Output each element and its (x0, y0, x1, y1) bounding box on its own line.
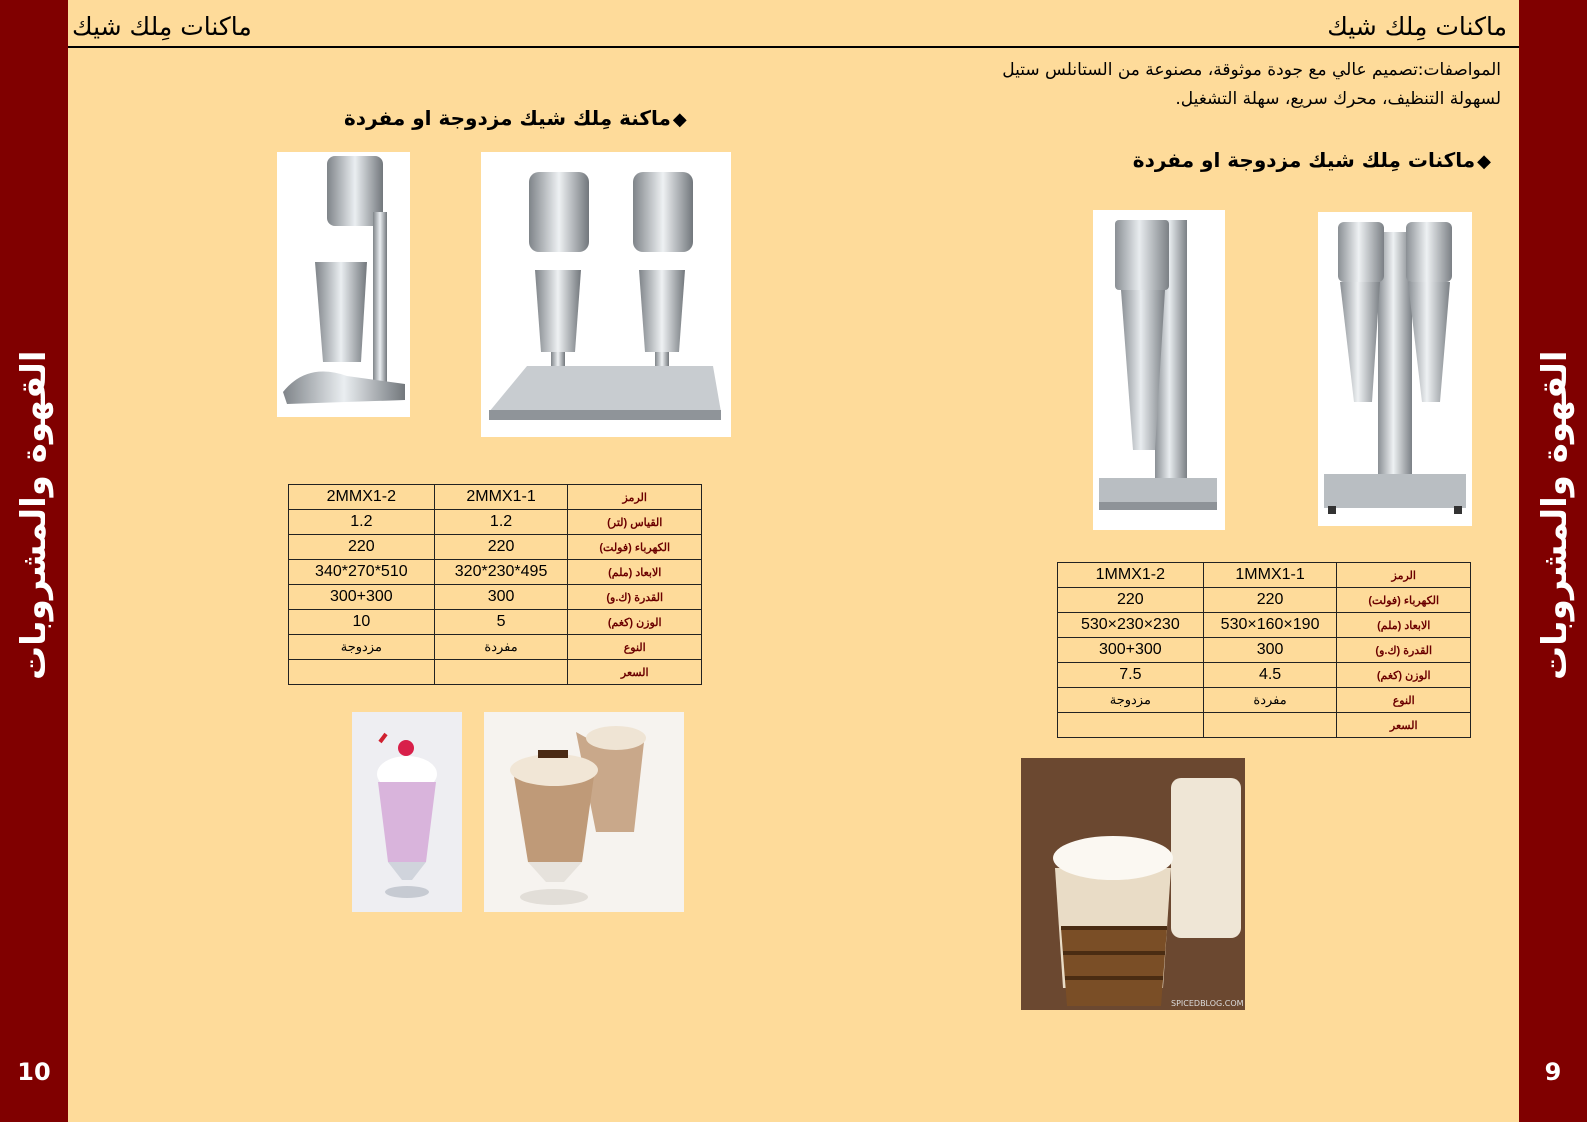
table-row (289, 635, 702, 660)
single-classic-mixer-photo (277, 152, 410, 417)
table-cell: 4.5 (1203, 663, 1337, 688)
table-cell: 220 (1058, 588, 1204, 613)
specifications-line-2: لسهولة التنظيف، محرك سريع، سهلة التشغيل. (1175, 89, 1501, 109)
table-cell-label: الوزن (كغم) (568, 610, 702, 635)
left-section-heading (344, 106, 687, 130)
table-cell-label: النوع (568, 635, 702, 660)
strawberry-milkshake-photo (352, 712, 462, 912)
table-cell (1058, 713, 1204, 738)
table-cell: 10 (289, 610, 435, 635)
table-cell: 190×160×530 (1203, 613, 1337, 638)
table-cell: 220 (434, 535, 568, 560)
chocolate-ice-cream-milkshake-photo (484, 712, 684, 912)
right-spec-table (1057, 562, 1471, 738)
table-cell-label: النوع (1337, 688, 1471, 713)
right-page-number: 9 (1544, 1058, 1562, 1086)
table-cell (289, 660, 435, 685)
table-row (289, 610, 702, 635)
table-cell: 2MMX1-1 (434, 485, 568, 510)
table-cell-label: الكهرباء (فولت) (568, 535, 702, 560)
table-cell-label: القياس (لتر) (568, 510, 702, 535)
left-page-number: 10 (17, 1058, 51, 1086)
right-side-title: القهوة والمشروبات (1535, 350, 1575, 680)
table-row (1058, 688, 1471, 713)
table-cell: مفردة (434, 635, 568, 660)
diamond-bullet-icon: ◆ (1477, 151, 1491, 172)
table-row (289, 560, 702, 585)
table-cell-label: الابعاد (ملم) (568, 560, 702, 585)
left-side-bar (0, 0, 68, 1122)
photo-watermark: SPICEDBLOG.COM (1171, 999, 1244, 1008)
table-cell: مزدوجة (1058, 688, 1204, 713)
right-heading-text: ماكنات مِلك شيك مزدوجة او مفردة (1132, 148, 1476, 172)
diamond-bullet-icon: ◆ (672, 109, 687, 130)
table-cell-label: الرمز (1337, 563, 1471, 588)
table-cell-label: الكهرباء (فولت) (1337, 588, 1471, 613)
specifications-text (861, 56, 1501, 114)
table-row (1058, 713, 1471, 738)
table-cell: 2MMX1-2 (289, 485, 435, 510)
table-cell (434, 660, 568, 685)
table-cell: مفردة (1203, 688, 1337, 713)
table-row (1058, 663, 1471, 688)
table-row (1058, 638, 1471, 663)
table-cell (1203, 713, 1337, 738)
double-classic-mixer-photo (481, 152, 731, 437)
table-row (289, 485, 702, 510)
specifications-line-1: المواصفات:تصميم عالي مع جودة موثوقة، مصنوعة من الستانلس ستيل (1002, 60, 1501, 80)
table-row (289, 535, 702, 560)
table-row (289, 510, 702, 535)
table-cell: 220 (1203, 588, 1337, 613)
table-cell: 300 (434, 585, 568, 610)
page-header (68, 4, 1519, 48)
table-cell: 230×230×530 (1058, 613, 1204, 638)
table-cell: 510*270*340 (289, 560, 435, 585)
table-cell: 220 (289, 535, 435, 560)
left-header-title: ماكنات مِلك شيك (72, 12, 252, 41)
left-side-title: القهوة والمشروبات (14, 350, 54, 680)
right-side-bar (1519, 0, 1587, 1122)
left-heading-text: ماكنة مِلك شيك مزدوجة او مفردة (344, 106, 671, 130)
table-cell: 5 (434, 610, 568, 635)
table-cell-label: الوزن (كغم) (1337, 663, 1471, 688)
table-cell-label: السعر (1337, 713, 1471, 738)
table-cell: 1MMX1-2 (1058, 563, 1204, 588)
table-row (289, 585, 702, 610)
double-milkshake-mixer-photo (1318, 212, 1472, 526)
table-cell: 300+300 (1058, 638, 1204, 663)
table-cell: 300 (1203, 638, 1337, 663)
table-cell: 300+300 (289, 585, 435, 610)
table-cell: 7.5 (1058, 663, 1204, 688)
table-cell: مزدوجة (289, 635, 435, 660)
table-cell-label: الابعاد (ملم) (1337, 613, 1471, 638)
table-row (1058, 563, 1471, 588)
table-row (1058, 613, 1471, 638)
table-cell: 495*230*320 (434, 560, 568, 585)
table-row (1058, 588, 1471, 613)
table-cell-label: القدرة (ك.و) (1337, 638, 1471, 663)
table-cell-label: الرمز (568, 485, 702, 510)
table-cell-label: القدرة (ك.و) (568, 585, 702, 610)
chocolate-milkshake-photo (1021, 758, 1245, 1010)
left-spec-table (288, 484, 702, 685)
right-header-title: ماكنات مِلك شيك (1327, 12, 1507, 41)
table-cell: 1.2 (434, 510, 568, 535)
single-milkshake-mixer-photo (1093, 210, 1225, 530)
table-cell-label: السعر (568, 660, 702, 685)
right-section-heading (1133, 148, 1491, 172)
table-cell: 1MMX1-1 (1203, 563, 1337, 588)
table-row (289, 660, 702, 685)
table-cell: 1.2 (289, 510, 435, 535)
